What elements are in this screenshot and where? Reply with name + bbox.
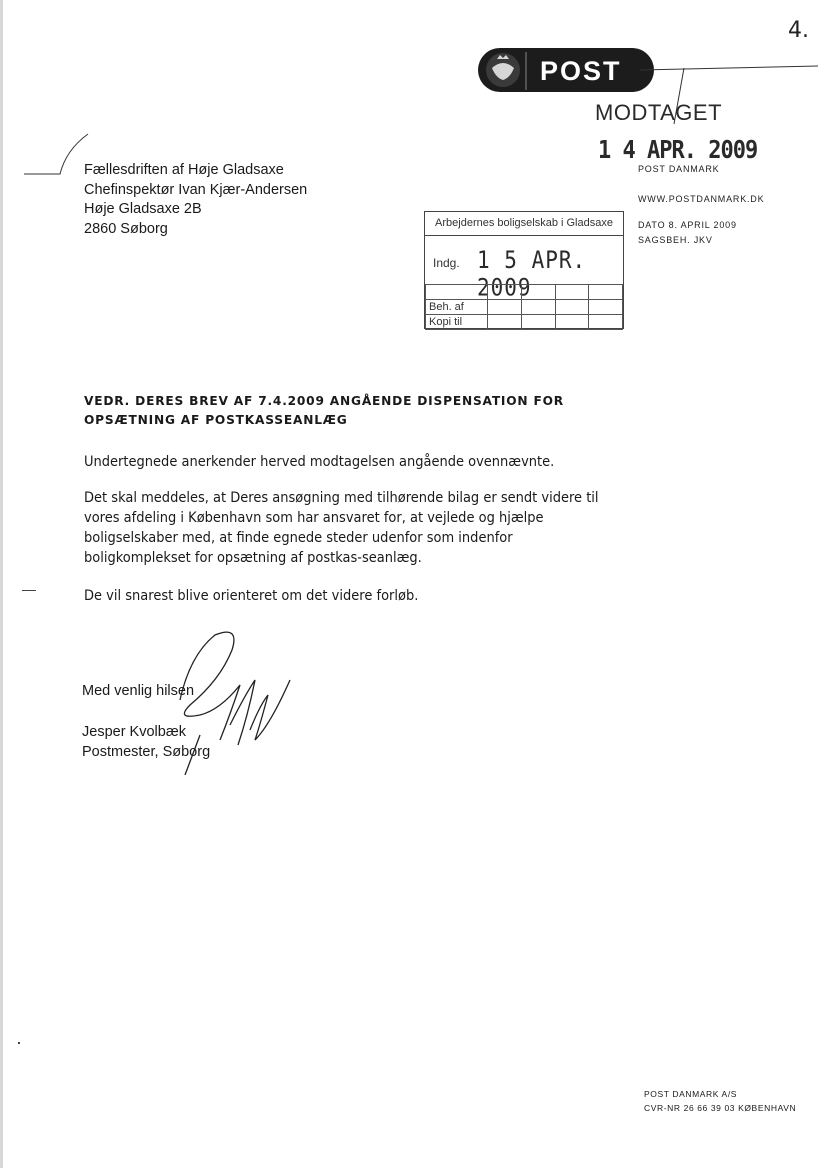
handwritten-signature: [160, 625, 300, 775]
recipient-line: Fællesdriften af Høje Gladsaxe: [84, 162, 284, 178]
closing: Med venlig hilsen: [82, 683, 195, 699]
intake-stamp: [424, 211, 624, 329]
intake-row-label: Kopi til: [426, 315, 488, 330]
recipient-line: Chefinspektør Ivan Kjær-Andersen: [84, 181, 308, 198]
recipient-address: [84, 161, 307, 239]
signer-name: Jesper Kvolbæk: [82, 724, 186, 740]
received-stamp-date: 1 4 APR. 2009: [598, 136, 758, 165]
margin-mark: [22, 590, 36, 591]
intake-stamp-grid: [425, 284, 623, 328]
case-handler: SAGSBEH. JKV: [638, 235, 713, 245]
recipient-line: 2860 Søborg: [84, 220, 168, 237]
logo-text: POST: [540, 56, 622, 86]
recipient-line: Høje Gladsaxe 2B: [84, 201, 202, 217]
scan-edge: [0, 0, 3, 1168]
body-paragraph: Undertegnede anerkender herved modtagelsen angående ovennævnte.: [84, 454, 555, 470]
body-paragraph: De vil snarest blive orienteret om det videre forløb.: [84, 588, 419, 604]
received-stamp-word: MODTAGET: [595, 100, 723, 125]
intake-stamp-date: 1 5 APR. 2009: [477, 246, 587, 302]
footer-company: POST DANMARK A/S: [644, 1089, 738, 1099]
page-number: 4.: [788, 18, 809, 43]
post-logo: [478, 46, 656, 96]
intake-stamp-date-label: Indg.: [433, 256, 460, 270]
signer-title: Postmester, Søborg: [82, 744, 211, 760]
footer-cvr: CVR-NR 26 66 39 03 KØBENHAVN: [644, 1103, 797, 1113]
intake-row-label: Beh. af: [426, 300, 488, 315]
letter-date: DATO 8. APRIL 2009: [638, 220, 737, 230]
sender-name: POST DANMARK: [638, 164, 720, 174]
fold-mark: [22, 130, 92, 180]
sender-website: WWW.POSTDANMARK.DK: [638, 194, 765, 204]
intake-stamp-organization: Arbejdernes boligselskab i Gladsaxe: [425, 212, 623, 236]
margin-dot: [18, 1042, 20, 1044]
body-paragraph: Det skal meddeles, at Deres ansøgning med tilhørende bilag er sendt videre til vores afdeling i København som har ansvaret for, at vejlede og hjælpe boligselskaber med, at finde egnede steder udenfor som indenfor boligkomplekset for opsætning af postkas-seanlæg.: [84, 490, 599, 566]
subject-line: VEDR. DERES BREV AF 7.4.2009 ANGÅENDE DISPENSATION FOR OPSÆTNING AF POSTKASSEANLÆG: [84, 394, 564, 427]
